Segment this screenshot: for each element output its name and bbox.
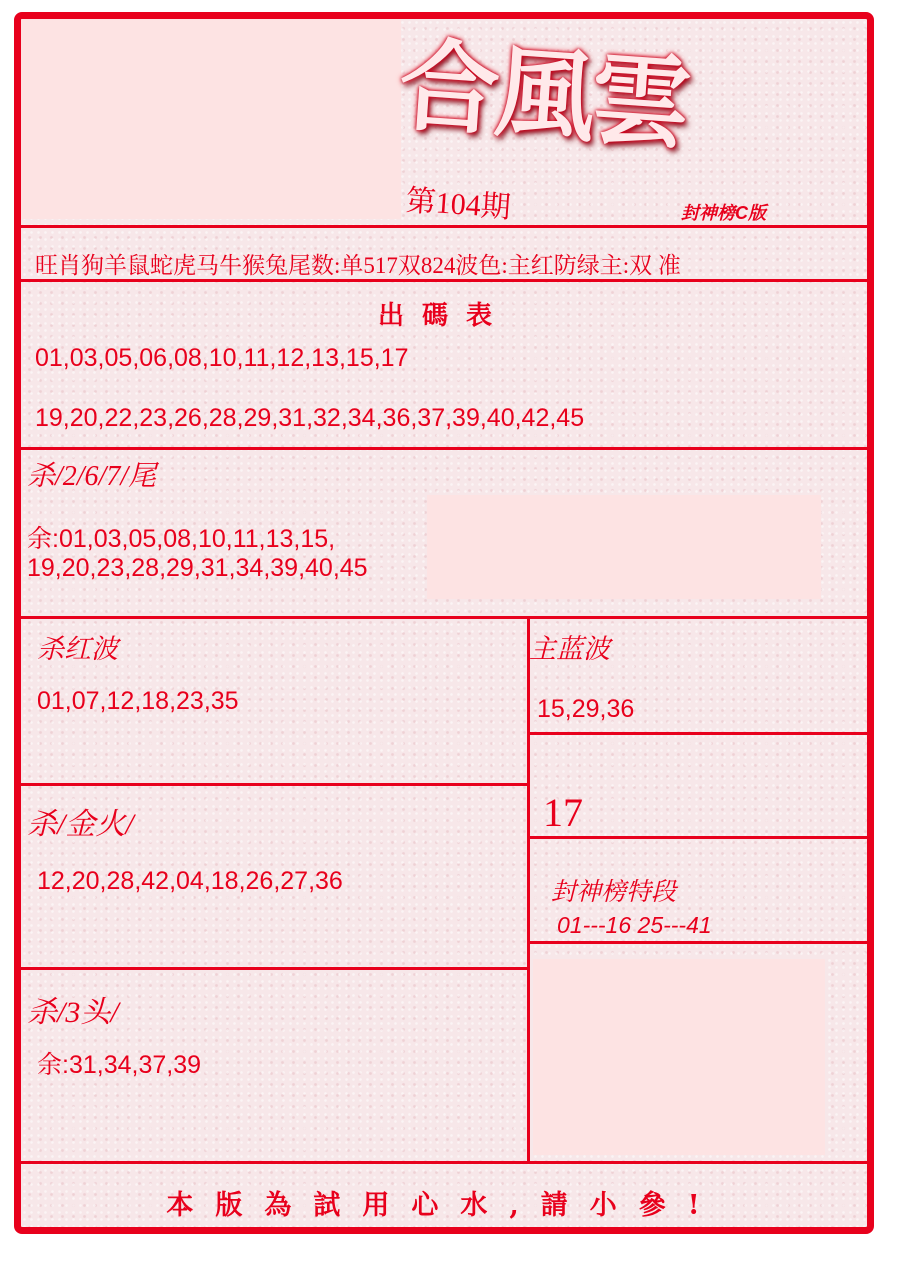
divider xyxy=(527,941,867,944)
kill-heads-numbers: 余:31,34,37,39 xyxy=(37,1051,202,1079)
page-title: 合風雲 xyxy=(395,25,691,164)
special-segment-range: 01---16 25---41 xyxy=(557,912,712,938)
kill-heads-label: 杀/3头/ xyxy=(27,996,119,1029)
divider xyxy=(21,783,529,786)
divider xyxy=(21,225,867,228)
divider xyxy=(21,447,867,450)
masked-ad-area xyxy=(427,495,821,599)
kill-tails-label: 杀/2/6/7/尾 xyxy=(27,461,157,492)
edition-label: 封神榜C版 xyxy=(681,203,766,223)
divider xyxy=(21,279,867,282)
divider xyxy=(21,967,529,970)
kill-red-label: 杀红波 xyxy=(37,634,118,664)
kill-tails-line-1: 余:01,03,05,08,10,11,13,15, xyxy=(27,525,336,553)
kill-red-numbers: 01,07,12,18,23,35 xyxy=(37,687,239,715)
divider xyxy=(21,616,867,619)
divider xyxy=(527,732,867,735)
special-segment-label: 封神榜特段 xyxy=(551,879,677,906)
chart-title: 出碼表 xyxy=(377,301,510,331)
forecast-line: 旺肖狗羊鼠蛇虎马牛猴兔尾数:单517双824波色:主红防绿主:双 准 xyxy=(35,253,681,278)
divider xyxy=(527,836,867,839)
single-number: 17 xyxy=(543,790,583,835)
kill-metal-fire-label: 杀/金火/ xyxy=(27,808,134,841)
chart-row-1: 01,03,05,06,08,10,11,12,13,15,17 xyxy=(35,344,409,372)
divider xyxy=(21,1161,867,1164)
main-blue-label: 主蓝波 xyxy=(529,634,610,664)
lottery-sheet xyxy=(14,12,874,1234)
masked-logo-area xyxy=(21,19,401,219)
main-blue-numbers: 15,29,36 xyxy=(537,695,635,723)
column-divider xyxy=(527,616,530,1161)
chart-row-2: 19,20,22,23,26,28,29,31,32,34,36,37,39,40,42,45 xyxy=(35,404,585,432)
issue-number: 第104期 xyxy=(404,184,512,225)
footer-note: 本版為試用心水,請小參! xyxy=(166,1190,722,1221)
masked-image-area xyxy=(533,959,825,1155)
kill-tails-line-2: 19,20,23,28,29,31,34,39,40,45 xyxy=(27,554,368,582)
kill-metal-fire-numbers: 12,20,28,42,04,18,26,27,36 xyxy=(37,867,343,895)
